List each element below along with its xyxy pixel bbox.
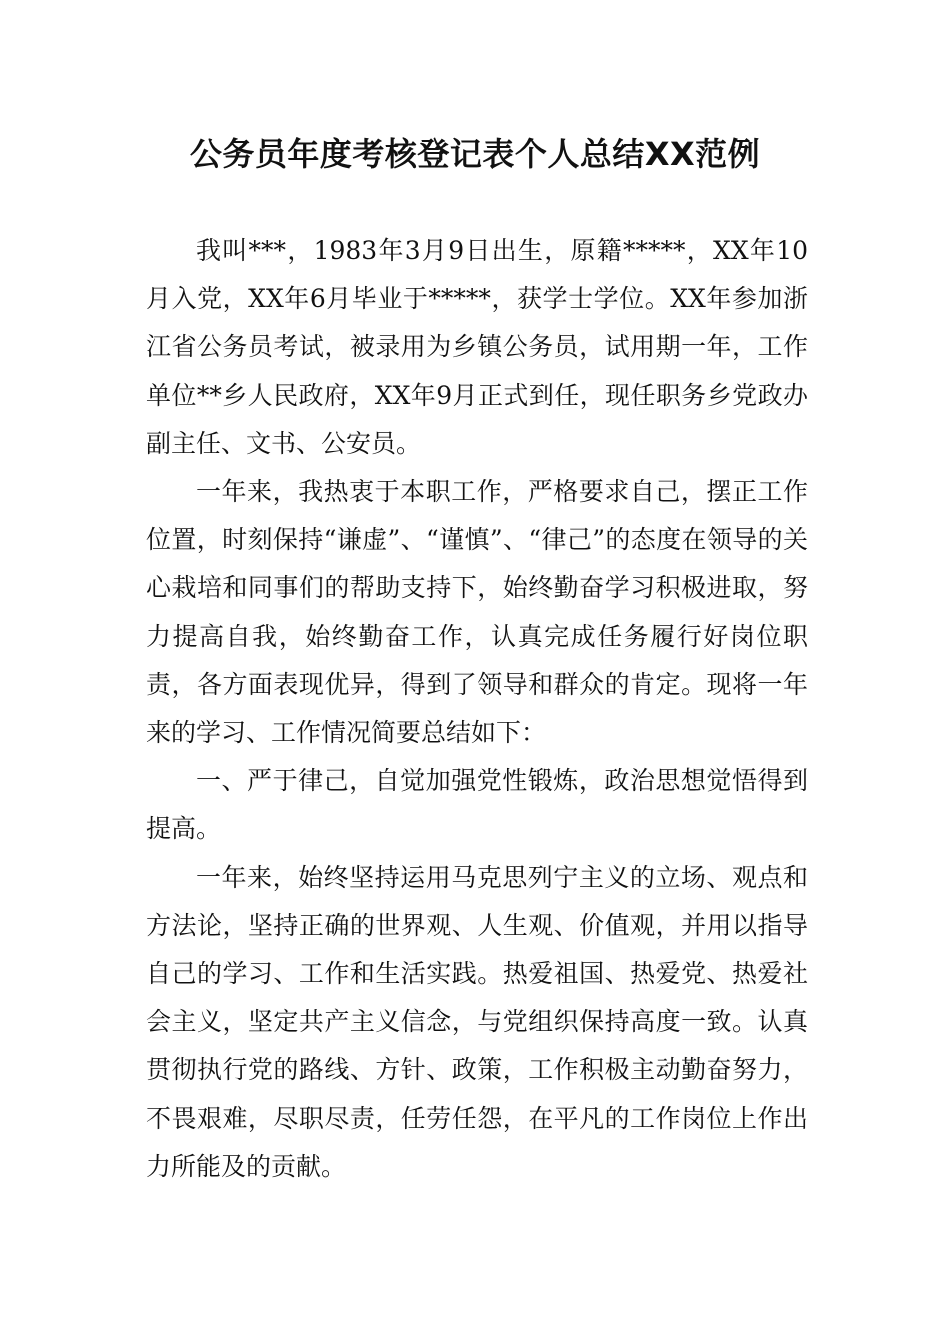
paragraph-personal-info: 我叫***，1983年3月9日出生，原籍*****，XX年10月入党，XX年6月毕业于*****，获学士学位。XX年参加浙江省公务员考试，被录用为乡镇公务员，试用期一年，工作单位**乡人民政府，XX年9月正式到任，现任职务乡党政办副主任、文书、公安员。 [146, 236, 808, 458]
paragraph-section-heading: 一、严于律己，自觉加强党性锻炼，政治思想觉悟得到提高。 [146, 766, 808, 844]
paragraph-political-thought: 一年来，始终坚持运用马克思列宁主义的立场、观点和方法论，坚持正确的世界观、人生观、价值观，并用以指导自己的学习、工作和生活实践。热爱祖国、热爱党、热爱社会主义，坚定共产主义信念，与党组织保持高度一致。认真贯彻执行党的路线、方针、政策，工作积极主动勤奋努力，不畏艰难，尽职尽责，任劳任怨，在平凡的工作岗位上作出力所能及的贡献。 [146, 862, 808, 1181]
document-body [146, 227, 808, 1191]
document-title: 公务员年度考核登记表个人总结XX范例 [189, 135, 761, 173]
paragraph-overview: 一年来，我热衷于本职工作，严格要求自己，摆正工作位置，时刻保持“谦虚”、“谨慎”、“律己”的态度在领导的关心栽培和同事们的帮助支持下，始终勤奋学习积极进取，努力提高自我，始终勤奋工作，认真完成任务履行好岗位职责，各方面表现优异，得到了领导和群众的肯定。现将一年来的学习、工作情况简要总结如下： [146, 477, 808, 748]
